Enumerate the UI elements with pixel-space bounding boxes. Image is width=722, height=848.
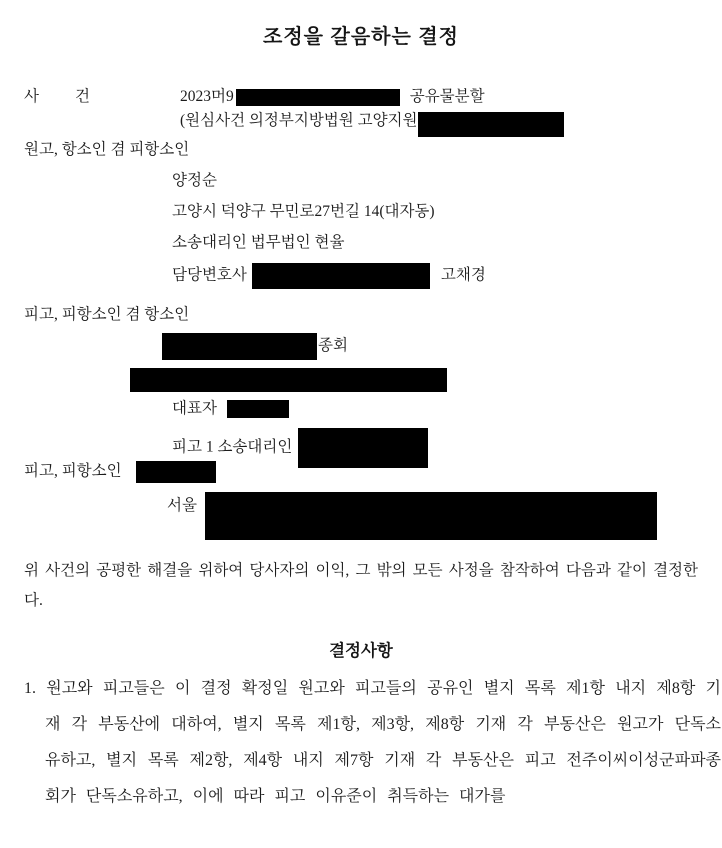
plaintiff-counsel-text: 소송대리인 법무법인 현율	[172, 234, 345, 251]
decision-item-1	[24, 671, 721, 815]
case-label-char-1: 사	[24, 88, 39, 105]
redaction-box-defendant1-address	[130, 368, 447, 392]
redaction-box-attorney	[252, 263, 430, 289]
plaintiff-attorney-name: 고채경	[440, 266, 486, 284]
decision-item-1-text: 원고와 피고들은 이 결정 확정일 원고와 피고들의 공유인 별지 목록 제1항 내지 제8항 기재 각 부동산에 대하여, 별지 목록 제1항, 제3항, 제8항 기재 각 부동산은 원고가 단독소유하고, 별지 목록 제2항, 제4항 내지 제7항 기재 각 부동산은 피고 전주이씨이성군파파종회가 단독소유하고, 이에 따라 피고 이유준이 취득하는 대가를	[45, 680, 721, 805]
redaction-box-representative	[227, 400, 289, 418]
lower-court-text: (원심사건 의정부지방법원 고양지원	[180, 112, 418, 130]
defendant2-address-row	[167, 496, 197, 544]
defendant1-name-suffix: 종회	[318, 337, 348, 355]
defendant2-address-prefix: 서울	[167, 497, 197, 514]
decision-item-1-number: 1.	[24, 680, 36, 697]
defendant1-address-row	[130, 368, 447, 392]
case-number-value	[180, 87, 485, 107]
plaintiff-attorney-row	[172, 263, 486, 289]
defendant1-counsel-label: 피고 1 소송대리인	[172, 438, 293, 456]
redaction-box-case-number	[236, 89, 400, 106]
defendant1-representative-label: 대표자	[172, 400, 217, 417]
preamble-paragraph: 위 사건의 공평한 해결을 위하여 당사자의 이익, 그 밖의 모든 사정을 참작하여 다음과 같이 결정한다.	[24, 562, 698, 609]
defendant1-name-row	[162, 333, 348, 360]
lower-court-row	[180, 109, 564, 134]
defendant1-representative-row	[172, 399, 289, 419]
defendant2-role-text: 피고, 피항소인	[24, 462, 122, 480]
plaintiff-address-text: 고양시 덕양구 무민로27번길 14(대자동)	[172, 203, 435, 220]
redaction-box-lower-court	[418, 112, 564, 137]
case-number-text: 2023머9	[180, 88, 234, 105]
decision-section-heading: 결정사항	[329, 642, 393, 660]
plaintiff-counsel-row	[172, 233, 344, 253]
redaction-box-defendant1-name	[162, 333, 317, 360]
case-label-char-2: 건	[75, 88, 90, 105]
plaintiff-attorney-label: 담당변호사	[172, 266, 247, 284]
document-title: 조정을 갈음하는 결정	[263, 26, 459, 48]
plaintiff-name-row	[172, 171, 217, 191]
defendant1-role-row	[24, 305, 189, 325]
plaintiff-role-row	[24, 140, 189, 160]
defendant2-role-row	[24, 461, 216, 483]
plaintiff-address-row	[172, 202, 435, 222]
redaction-box-defendant2-name	[136, 461, 216, 483]
plaintiff-name-text: 양정순	[172, 172, 217, 189]
plaintiff-role-text: 원고, 항소인 겸 피항소인	[24, 141, 190, 158]
redaction-box-defendant1-counsel	[298, 428, 428, 468]
redaction-box-defendant2-address	[205, 492, 657, 540]
defendant1-role-text: 피고, 피항소인 겸 항소인	[24, 306, 190, 323]
case-name-text: 공유물분할	[409, 88, 485, 105]
